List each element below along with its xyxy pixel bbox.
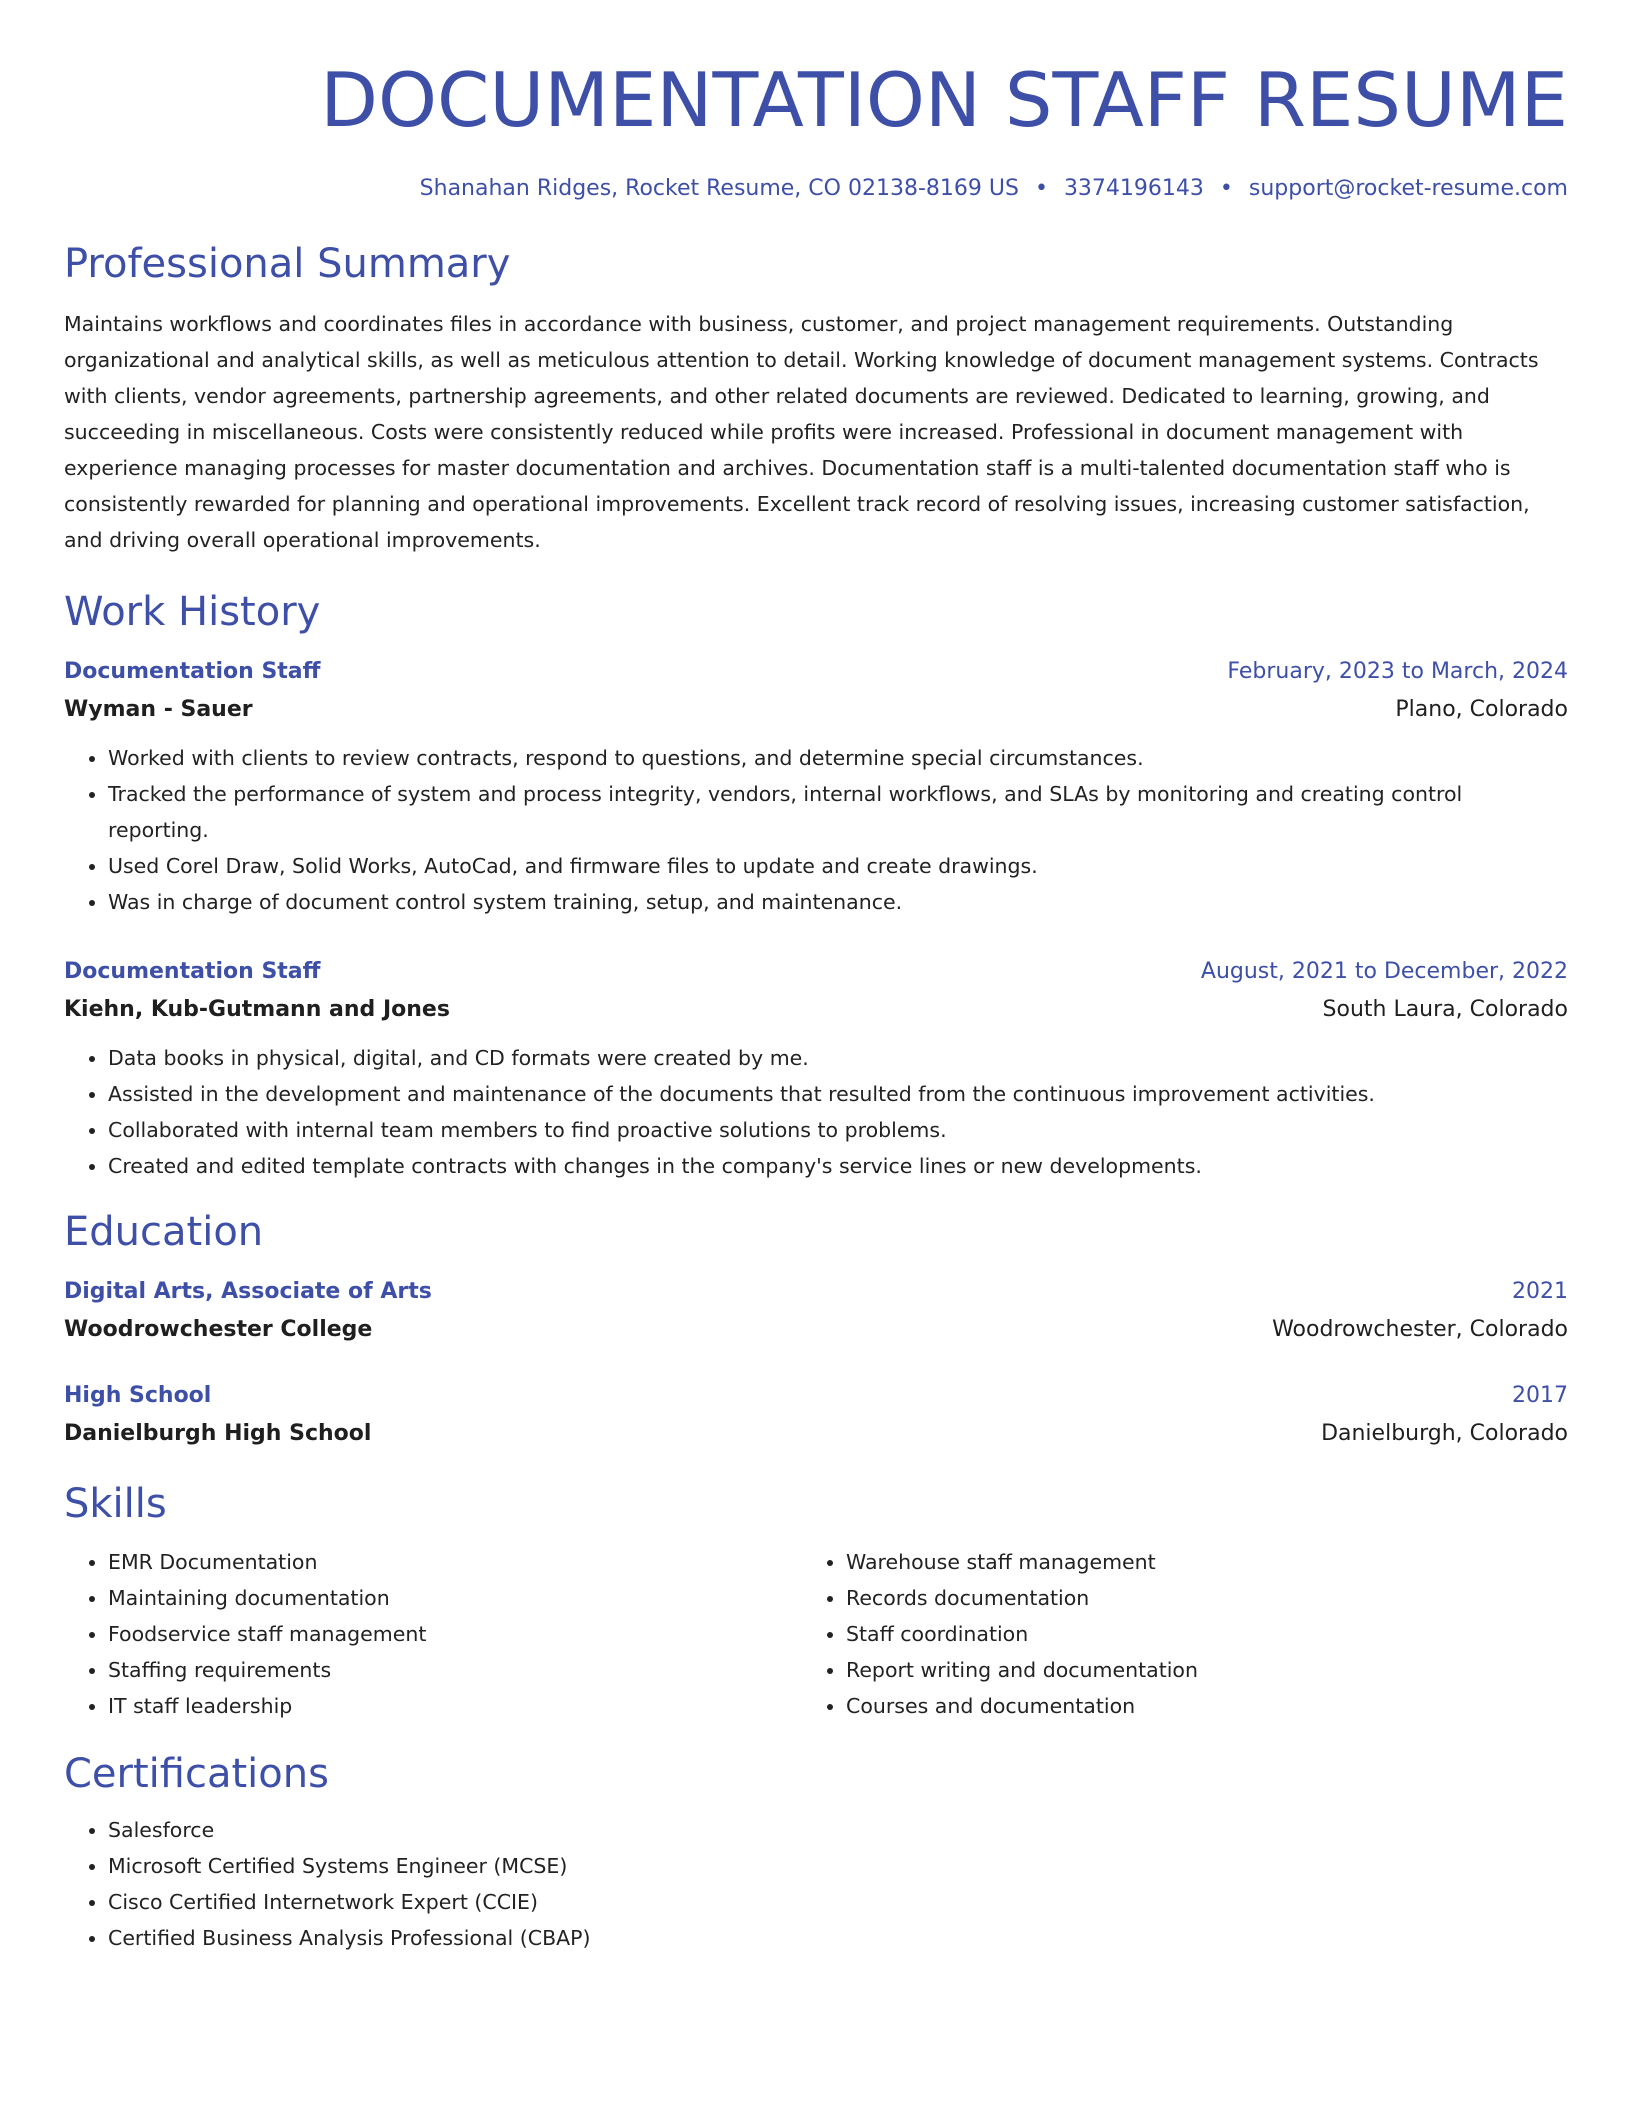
skill-item: • IT staff leadership — [108, 1688, 802, 1724]
resume-title: DOCUMENTATION STAFF RESUME — [320, 56, 1568, 144]
resume-header — [64, 52, 1568, 204]
section-title-certifications: Certifications — [64, 1751, 329, 1797]
job-bullet: • Worked with clients to review contracts, respond to questions, and determine special circumstances. — [108, 740, 1568, 776]
contact-separator: • — [1034, 176, 1048, 201]
contact-address: Shanahan Ridges, Rocket Resume, CO 02138-8169 US — [419, 176, 1019, 201]
job-bullet: • Created and edited template contracts with changes in the company's service lines or new developments. — [108, 1148, 1568, 1184]
certifications-list — [64, 1812, 1568, 1956]
contact-separator: • — [1219, 176, 1233, 201]
education-entry — [64, 1274, 1568, 1350]
education-school-row — [64, 1414, 1568, 1454]
contact-email[interactable]: support@rocket-resume.com — [1248, 176, 1568, 201]
skills-columns — [64, 1544, 1568, 1724]
summary-text: Maintains workflows and coordinates files in accordance with business, customer, and project management requirements. Outstanding organizational and analytical skills, as well as meticulous attention to detail. Working knowledge of document management systems. Contracts with clients, vendor agreements, partnership agreements, and other related documents are reviewed. Dedicated to learning, growing, and succeeding in miscellaneous. Costs were consistently reduced while profits were increased. Professional in document management with experience managing processes for master documentation and archives. Documentation staff is a multi-talented documentation staff who is consistently rewarded for planning and operational improvements. Excellent track record of resolving issues, increasing customer satisfaction, and driving overall operational improvements. — [64, 312, 1539, 552]
section-title-skills: Skills — [64, 1481, 167, 1527]
job-bullets — [64, 740, 1568, 920]
job-header-row — [64, 954, 1568, 990]
job-location: South Laura, Colorado — [1322, 997, 1568, 1022]
job-bullet: • Used Corel Draw, Solid Works, AutoCad, and firmware files to update and create drawings. — [108, 848, 1568, 884]
education-entry — [64, 1378, 1568, 1454]
education-year: 2021 — [1512, 1279, 1568, 1304]
education-school-row — [64, 1310, 1568, 1350]
job-bullet: • Tracked the performance of system and process integrity, vendors, internal workflows, and SLAs by monitoring and creating control reporting. — [108, 776, 1568, 848]
skills-list-left — [64, 1544, 802, 1724]
education-degree: High School — [64, 1383, 212, 1408]
skill-item: • Maintaining documentation — [108, 1580, 802, 1616]
certification-item: • Salesforce — [108, 1812, 1568, 1848]
certification-item: • Certified Business Analysis Professional (CBAP) — [108, 1920, 1568, 1956]
contact-phone: 3374196143 — [1063, 176, 1204, 201]
job-dates: February, 2023 to March, 2024 — [1227, 659, 1568, 684]
job-company-row — [64, 990, 1568, 1030]
job-location: Plano, Colorado — [1395, 697, 1568, 722]
skill-item: • Report writing and documentation — [846, 1652, 1540, 1688]
skill-item: • Courses and documentation — [846, 1688, 1540, 1724]
job-company: Kiehn, Kub-Gutmann and Jones — [64, 997, 450, 1022]
job-company-row — [64, 690, 1568, 730]
education-header-row — [64, 1274, 1568, 1310]
skill-item: • Warehouse staff management — [846, 1544, 1540, 1580]
job-bullet: • Collaborated with internal team members to find proactive solutions to problems. — [108, 1112, 1568, 1148]
job-entry — [64, 954, 1568, 1184]
section-title-work-history: Work History — [64, 589, 321, 635]
skill-item: • Records documentation — [846, 1580, 1540, 1616]
skills-list-right — [802, 1544, 1540, 1724]
skill-item: • EMR Documentation — [108, 1544, 802, 1580]
job-role: Documentation Staff — [64, 659, 321, 684]
job-role: Documentation Staff — [64, 959, 321, 984]
certification-item: • Microsoft Certified Systems Engineer (MCSE) — [108, 1848, 1568, 1884]
section-title-summary: Professional Summary — [64, 241, 511, 287]
contact-line — [64, 174, 1568, 204]
job-bullet: • Data books in physical, digital, and CD formats were created by me. — [108, 1040, 1568, 1076]
skill-item: • Staffing requirements — [108, 1652, 802, 1688]
education-location: Danielburgh, Colorado — [1321, 1421, 1568, 1446]
job-bullet: • Assisted in the development and maintenance of the documents that resulted from the continuous improvement activities. — [108, 1076, 1568, 1112]
job-company: Wyman - Sauer — [64, 697, 253, 722]
education-year: 2017 — [1512, 1383, 1568, 1408]
job-bullet: • Was in charge of document control system training, setup, and maintenance. — [108, 884, 1568, 920]
certification-item: • Cisco Certified Internetwork Expert (CCIE) — [108, 1884, 1568, 1920]
skill-item: • Foodservice staff management — [108, 1616, 802, 1652]
education-school: Danielburgh High School — [64, 1421, 372, 1446]
section-title-education: Education — [64, 1209, 264, 1255]
job-entry — [64, 654, 1568, 920]
education-location: Woodrowchester, Colorado — [1272, 1317, 1568, 1342]
education-header-row — [64, 1378, 1568, 1414]
education-degree: Digital Arts, Associate of Arts — [64, 1279, 432, 1304]
job-bullets — [64, 1040, 1568, 1184]
education-school: Woodrowchester College — [64, 1317, 373, 1342]
job-header-row — [64, 654, 1568, 690]
skill-item: • Staff coordination — [846, 1616, 1540, 1652]
job-dates: August, 2021 to December, 2022 — [1200, 959, 1568, 984]
